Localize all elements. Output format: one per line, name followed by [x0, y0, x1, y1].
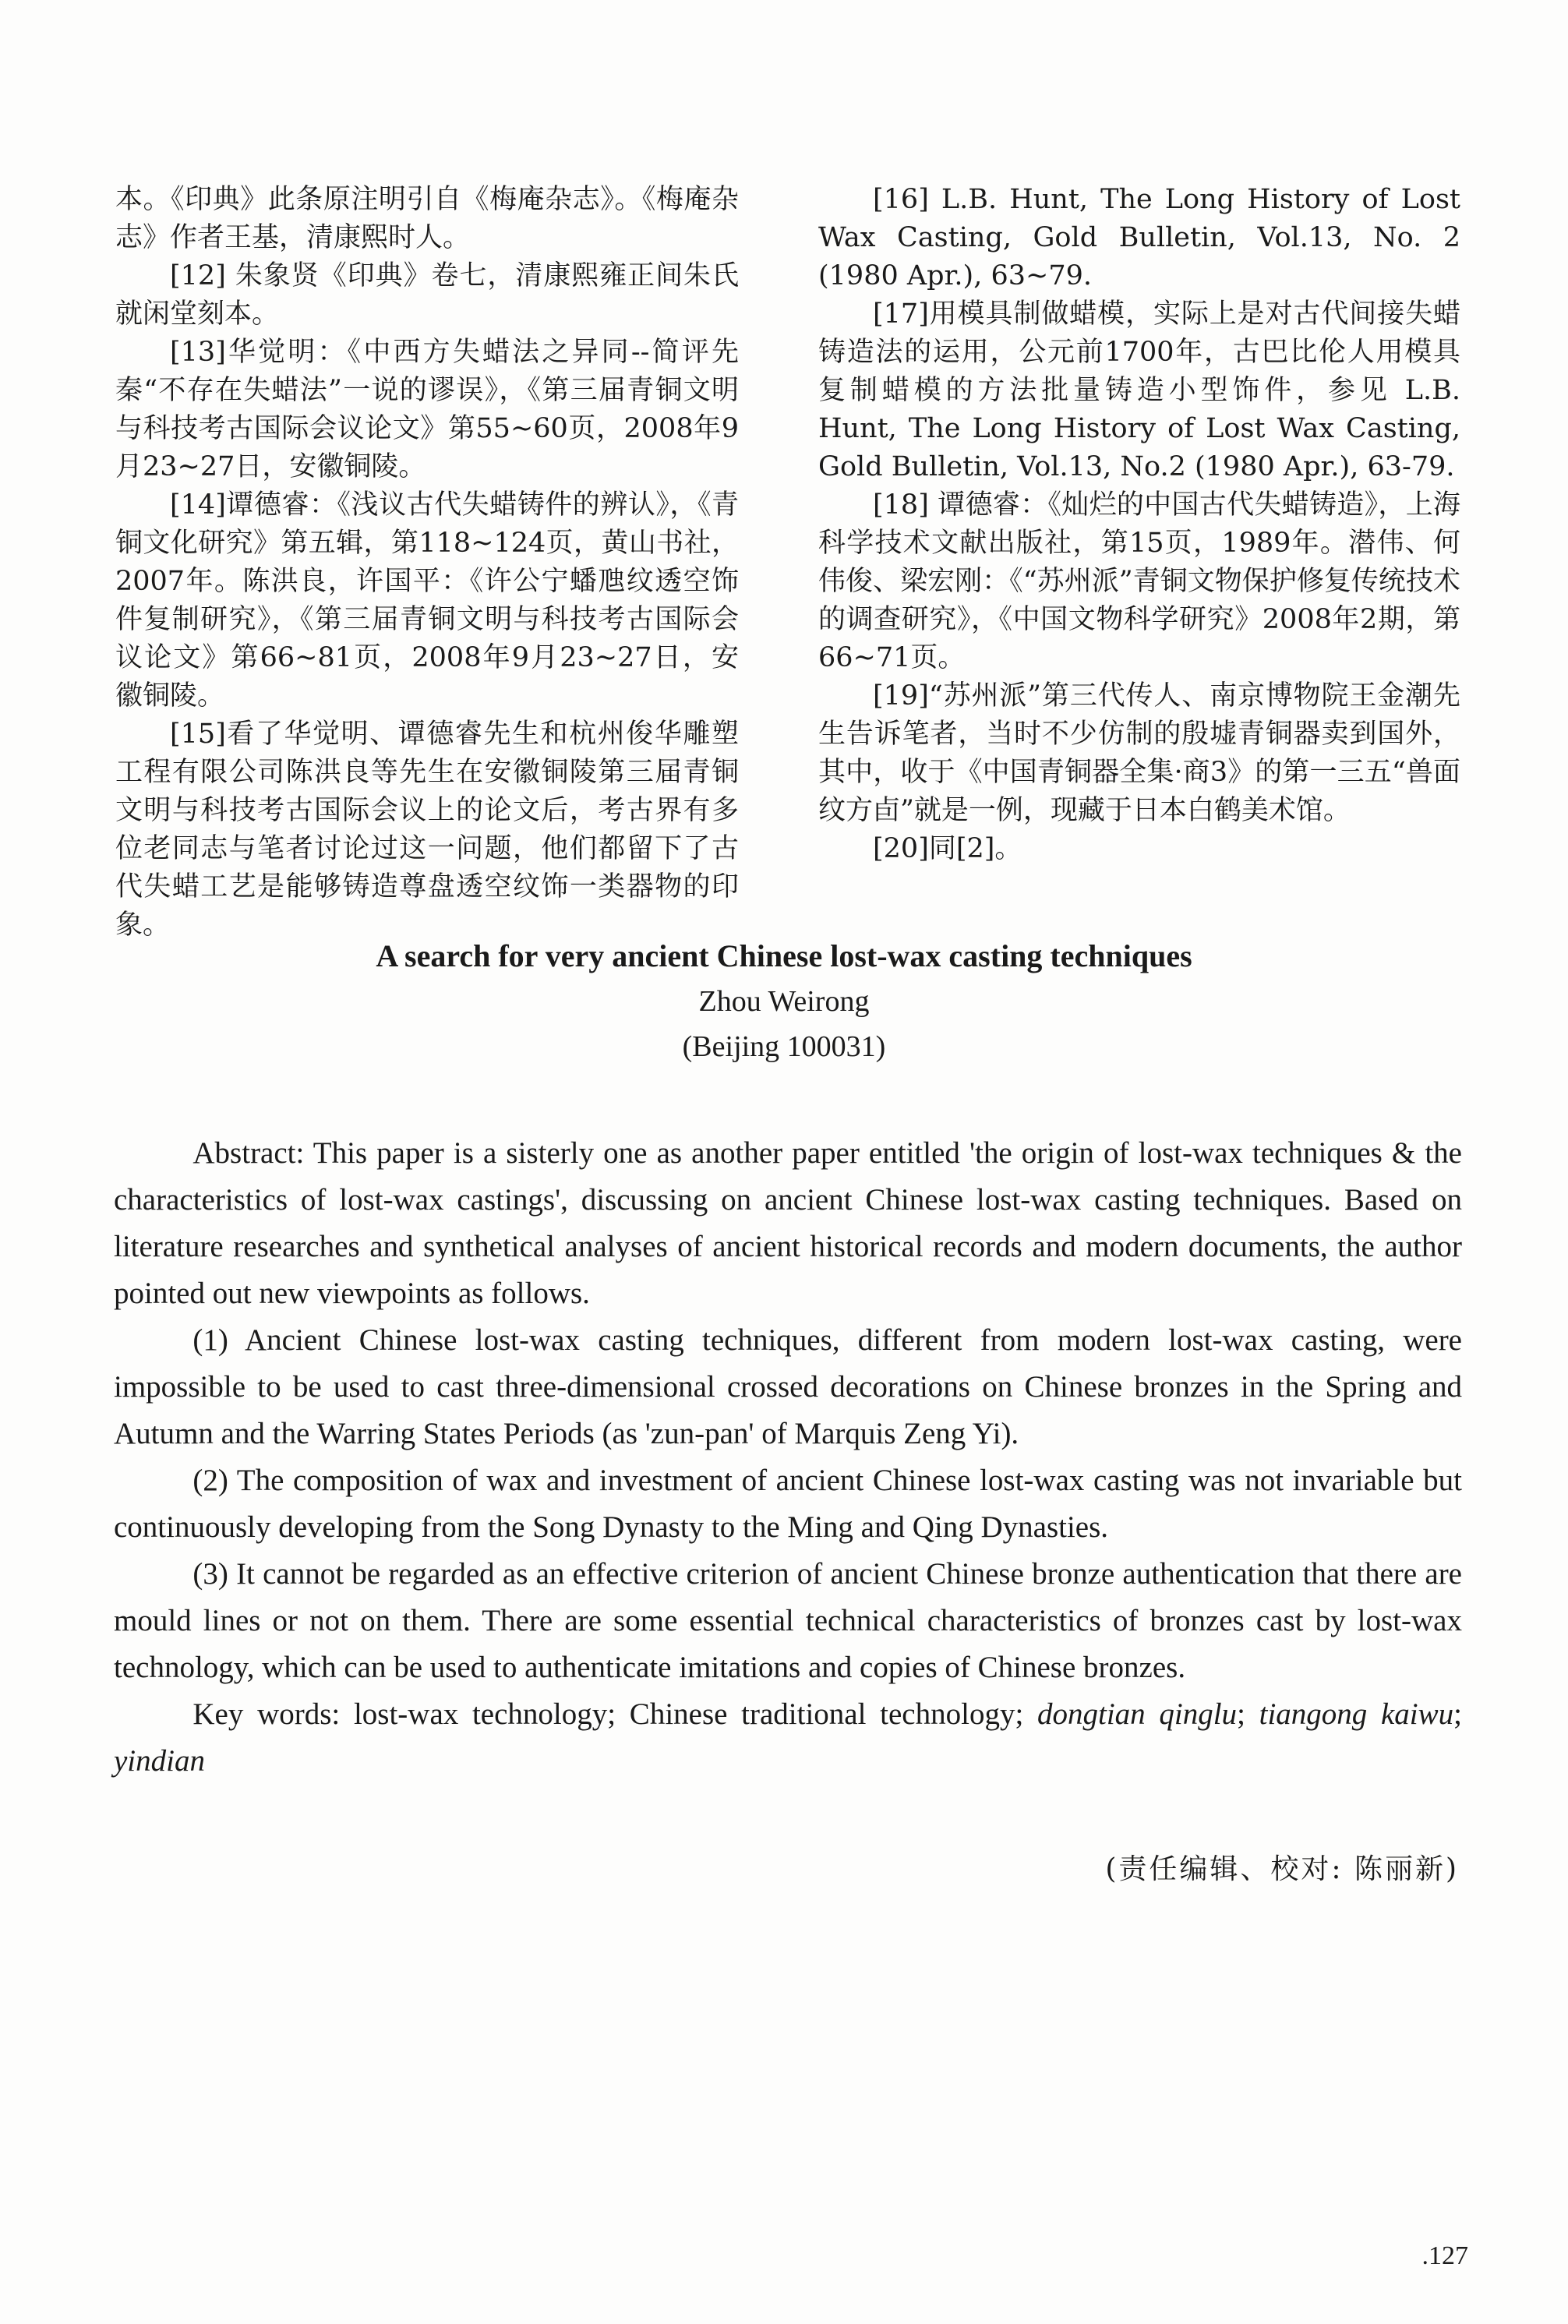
abstract-section	[114, 1130, 1462, 1785]
note-18: [18] 谭德睿：《灿烂的中国古代失蜡铸造》，上海科学技术文献出版社，第15页，1989年。潜伟、何伟俊、梁宏刚：《“苏州派”青铜文物保护修复传统技术的调查研究》，《中国文物科学研究》2008年2期，第66~71页。	[818, 489, 1460, 673]
keyword-separator: ;	[1453, 1697, 1462, 1731]
keyword-dongtian-qinglu: dongtian qinglu	[1037, 1697, 1238, 1731]
note-12: [12] 朱象贤《印典》卷七，清康熙雍正间朱氏就闲堂刻本。	[115, 260, 739, 330]
note-14: [14]谭德睿：《浅议古代失蜡铸件的辨认》，《青铜文化研究》第五辑，第118~124页，黄山书社，2007年。陈洪良，许国平：《许公宁蟠虺纹透空饰件复制研究》，《第三届青铜文明与科技考古国际会议论文》第66~81页，2008年9月23~27日，安徽铜陵。	[115, 489, 739, 712]
note-17: [17]用模具制做蜡模，实际上是对古代间接失蜡铸造法的运用，公元前1700年，古巴比伦人用模具复制蜡模的方法批量铸造小型饰件，参见 L.B. Hunt, The Long History of Lost Wax Casting, Gold Bulletin, Vol.13, No.2 (1980 Apr.), 63-79.	[818, 298, 1460, 482]
editor-credit: (责任编辑、校对: 陈丽新)	[1105, 1853, 1459, 1885]
author-affiliation: (Beijing 100031)	[682, 1030, 886, 1063]
notes-column-right	[818, 181, 1460, 868]
abstract-paragraph-2: (2) The composition of wax and investment of ancient Chinese lost-wax casting was not invariable but continuously developing from the Song Dynasty to the Ming and Qing Dynasties.	[114, 1464, 1462, 1544]
note-20: [20]同[2]。	[873, 833, 1022, 864]
keywords-label: Key words: lost-wax technology; Chinese traditional technology;	[192, 1697, 1037, 1731]
note-16: [16] L.B. Hunt, The Long History of Lost Wax Casting, Gold Bulletin, Vol.13, No. 2 (1980 Apr.), 63~79.	[818, 184, 1460, 291]
note-15: [15]看了华觉明、谭德睿先生和杭州俊华雕塑工程有限公司陈洪良等先生在安徽铜陵第三届青铜文明与科技考古国际会议上的论文后，考古界有多位老同志与笔者讨论过这一问题，他们都留下了古代失蜡工艺是能够铸造尊盘透空纹饰一类器物的印象。	[115, 719, 739, 941]
keyword-separator: ;	[1237, 1697, 1259, 1731]
abstract-paragraph-1: (1) Ancient Chinese lost-wax casting techniques, different from modern lost-wax casting, were impossible to be used to cast three-dimensional crossed decorations on Chinese bronzes in the Spring and Autumn and the Warring States Periods (as 'zun-pan' of Marquis Zeng Yi).	[114, 1323, 1462, 1450]
note-19: [19]“苏州派”第三代传人、南京博物院王金潮先生告诉笔者，当时不少仿制的殷墟青铜器卖到国外，其中，收于《中国青铜器全集·商3》的第一三五“兽面纹方卣”就是一例，现藏于日本白鹤美术馆。	[818, 680, 1460, 826]
abstract-paragraph-3: (3) It cannot be regarded as an effective criterion of ancient Chinese bronze authentication that there are mould lines or not on them. There are some essential technical characteristics of bronzes cast by lost-wax technology, which can be used to authenticate imitations and copies of Chinese bronzes.	[114, 1557, 1462, 1684]
notes-column-left	[115, 181, 739, 945]
paper-title: A search for very ancient Chinese lost-wax casting techniques	[376, 938, 1192, 973]
keywords-line	[114, 1691, 1462, 1785]
english-title-block	[0, 934, 1568, 1069]
abstract-paragraph-intro: Abstract: This paper is a sisterly one as another paper entitled 'the origin of lost-wax techniques & the characteristics of lost-wax castings', discussing on ancient Chinese lost-wax casting techniques. Based on literature researches and synthetical analyses of ancient historical records and modern documents, the author pointed out new viewpoints as follows.	[114, 1136, 1462, 1310]
keyword-yindian: yindian	[114, 1744, 205, 1778]
note-13: [13]华觉明：《中西方失蜡法之异同--简评先秦“不存在失蜡法”一说的谬误》，《第三届青铜文明与科技考古国际会议论文》第55~60页，2008年9月23~27日，安徽铜陵。	[115, 337, 739, 482]
page-number: .127	[1421, 2241, 1468, 2270]
note-continuation: 本。《印典》此条原注明引自《梅庵杂志》。《梅庵杂志》作者王基，清康熙时人。	[115, 184, 739, 253]
keyword-tiangong-kaiwu: tiangong kaiwu	[1259, 1697, 1454, 1731]
author-name: Zhou Weirong	[698, 985, 870, 1018]
